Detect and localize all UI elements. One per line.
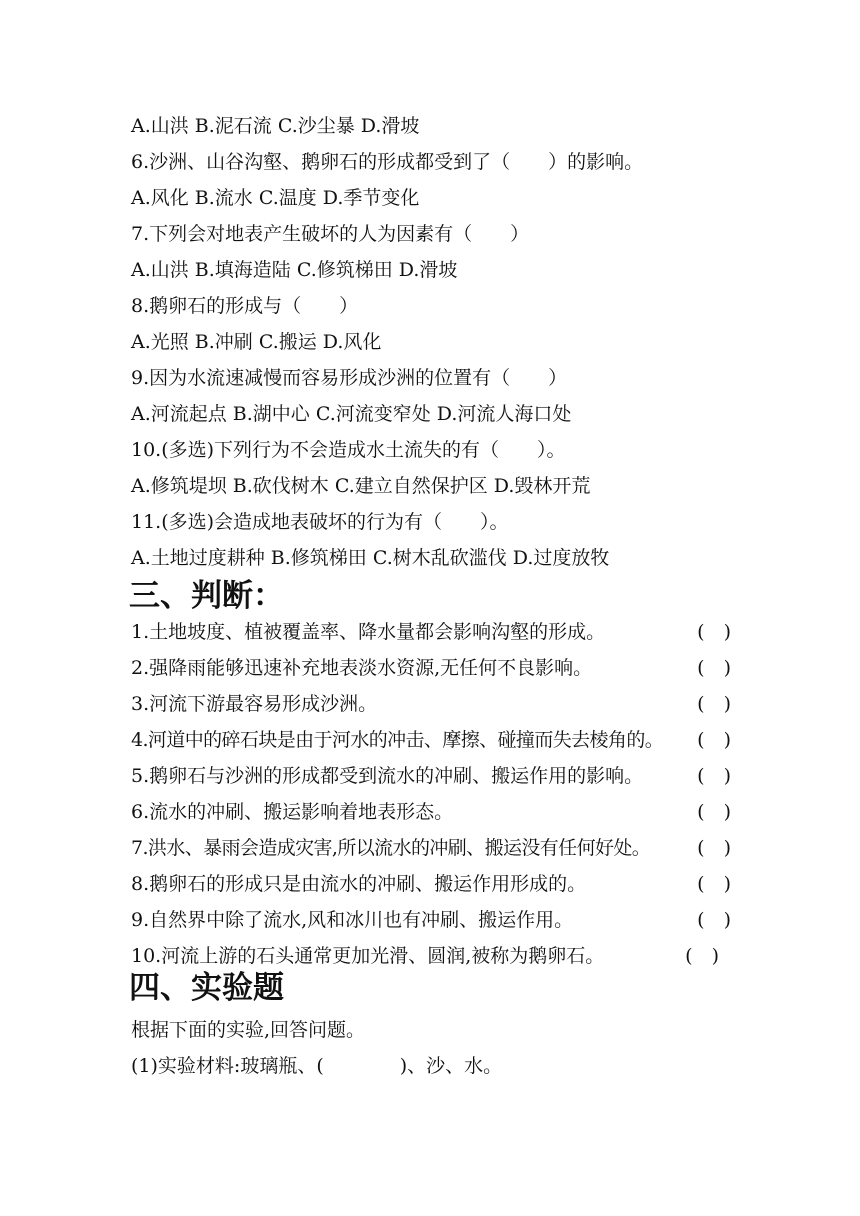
answer-bracket[interactable]: ( ) [697,765,731,787]
option-line: A.河流起点 B.湖中心 C.河流变窄处 D.河流人海口处 [131,403,572,425]
question-10: 10.(多选)下列行为不会造成水土流失的有（ ）。 [131,439,566,461]
option-line: A.土地过度耕种 B.修筑梯田 C.树木乱砍滥伐 D.过度放牧 [131,547,610,569]
answer-bracket[interactable]: ( ) [697,621,731,643]
answer-bracket[interactable]: ( ) [697,873,731,895]
judgement-item [131,656,731,680]
answer-bracket[interactable]: ( ) [697,693,731,715]
option-line: A.修筑堤坝 B.砍伐树木 C.建立自然保护区 D.毁林开荒 [131,475,591,497]
judgement-item [131,908,731,932]
judgement-item [131,620,731,644]
option-line: A.光照 B.冲刷 C.搬运 D.风化 [131,331,382,353]
judgement-text: 8.鹅卵石的形成只是由流水的冲刷、搬运作用形成的。 [131,873,587,895]
answer-bracket[interactable]: ( ) [697,837,731,859]
judgement-text: 3.河流下游最容易形成沙洲。 [131,693,378,715]
judgement-item [131,944,719,968]
answer-bracket[interactable]: ( ) [697,909,731,931]
question-7: 7.下列会对地表产生破坏的人为因素有（ ） [131,223,530,245]
judgement-item [131,728,731,752]
answer-bracket[interactable]: ( ) [685,945,719,967]
judgement-item [131,764,731,788]
experiment-instruction: 根据下面的实验,回答问题。 [131,1019,366,1041]
answer-bracket[interactable]: ( ) [697,801,731,823]
question-11: 11.(多选)会造成地表破坏的行为有（ ）。 [131,511,509,533]
question-6: 6.沙洲、山谷沟壑、鹅卵石的形成都受到了（ ）的影响。 [131,151,644,173]
question-9: 9.因为水流速减慢而容易形成沙洲的位置有（ ） [131,367,568,389]
judgement-text: 5.鹅卵石与沙洲的形成都受到流水的冲刷、搬运作用的影响。 [131,765,644,787]
judgement-text: 4.河道中的碎石块是由于河水的冲击、摩擦、碰撞而失去棱角的。 [131,729,664,751]
option-line: A.风化 B.流水 C.温度 D.季节变化 [131,187,420,209]
section-4-heading: 四、实验题 [129,970,284,1006]
judgement-item [131,692,731,716]
judgement-text: 1.土地坡度、植被覆盖率、降水量都会影响沟壑的形成。 [131,621,606,643]
option-line: A.山洪 B.填海造陆 C.修筑梯田 D.滑坡 [131,259,458,281]
question-8: 8.鹅卵石的形成与（ ） [131,295,359,317]
judgement-text: 6.流水的冲刷、搬运影响着地表形态。 [131,801,454,823]
judgement-text: 2.强降雨能够迅速补充地表淡水资源,无任何不良影响。 [131,657,593,679]
judgement-text: 7.洪水、暴雨会造成灾害,所以流水的冲刷、搬运没有任何好处。 [131,837,651,859]
judgement-text: 9.自然界中除了流水,风和冰川也有冲刷、搬运作用。 [131,909,574,931]
answer-bracket[interactable]: ( ) [697,657,731,679]
experiment-question-1: (1)实验材料:玻璃瓶、( )、沙、水。 [131,1055,503,1077]
judgement-item [131,872,731,896]
section-3-heading: 三、判断： [129,578,284,614]
judgement-item [131,800,731,824]
judgement-item [131,836,731,860]
judgement-text: 10.河流上游的石头通常更加光滑、圆润,被称为鹅卵石。 [131,945,605,967]
answer-bracket[interactable]: ( ) [697,729,731,751]
option-line: A.山洪 B.泥石流 C.沙尘暴 D.滑坡 [131,115,420,137]
